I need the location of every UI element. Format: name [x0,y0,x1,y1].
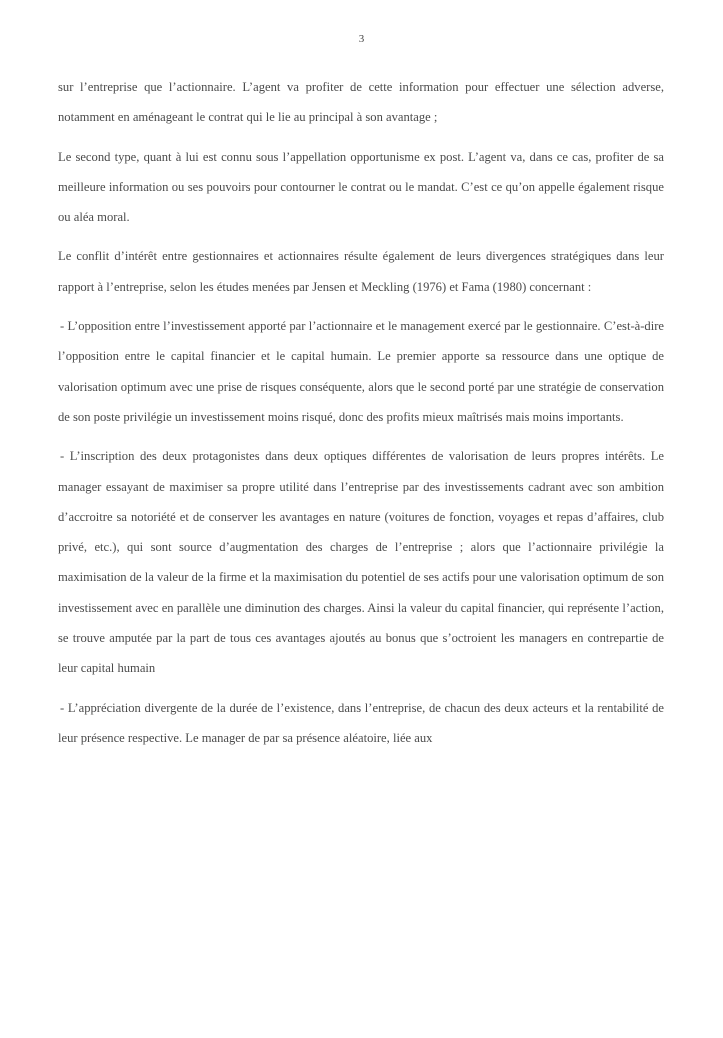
paragraph-adverse-selection: sur l’entreprise que l’actionnaire. L’agent va profiter de cette information pour effectuer une sélection adverse, notamment en aménageant le contrat qui le lie au principal à son avantage ; [58,80,664,125]
paragraph-moral-hazard: Le second type, quant à lui est connu sous l’appellation opportunisme ex post. L’agent va, dans ce cas, profiter de sa meilleure information ou ses pouvoirs pour contourner le contrat ou le mandat. C’est ce qu’on appelle également risque ou aléa moral. [58,149,664,225]
paragraph-value-optics: - L’inscription des deux protagonistes dans deux optiques différentes de valorisation de leurs propres intérêts. Le manager essayant de maximiser sa propre utilité dans l’entreprise par des investissements cadrant avec son ambition d’accroitre sa notoriété et de conserver les avantages en nature (voitures de fonction, voyages et repas d’affaires, club privé, etc.), qui sont source d’augmentation des charges de l’entreprise ; alors que l’actionnaire privilégie la maximisation de la valeur de la firme et la maximisation du potentiel de ses actifs pour une valorisation optimum de son investissement avec en parallèle une diminution des charges. Ainsi la valeur du capital financier, qui représente l’action, se trouve amputée par la part de tous ces avantages ajoutés au bonus que s’octroient les managers en contrepartie de leur capital humain [58,449,664,676]
paragraph-conflict-of-interest: Le conflit d’intérêt entre gestionnaires et actionnaires résulte également de leurs divergences stratégiques dans leur rapport à l’entreprise, selon les études menées par Jensen et Meckling (1976) et Fama (1980) concernant : [58,249,664,294]
page-number: 3 [358,33,365,45]
paragraph-duration-appreciation: - L’appréciation divergente de la durée de l’existence, dans l’entreprise, de chacun des deux acteurs et la rentabilité de leur présence respective. Le manager de par sa présence aléatoire, liée aux [58,700,664,745]
paragraph-capital-opposition: - L’opposition entre l’investissement apporté par l’actionnaire et le management exercé par le gestionnaire. C’est-à-dire l’opposition entre le capital financier et le capital humain. Le premier apporte sa ressource dans une optique de valorisation optimum avec une prise de risques conséquente, alors que le second porté par une stratégie de conservation de son poste privilégie un investissement moins risqué, donc des profits mieux maîtrisés mais moins importants. [58,319,664,424]
body-text [58,72,664,762]
